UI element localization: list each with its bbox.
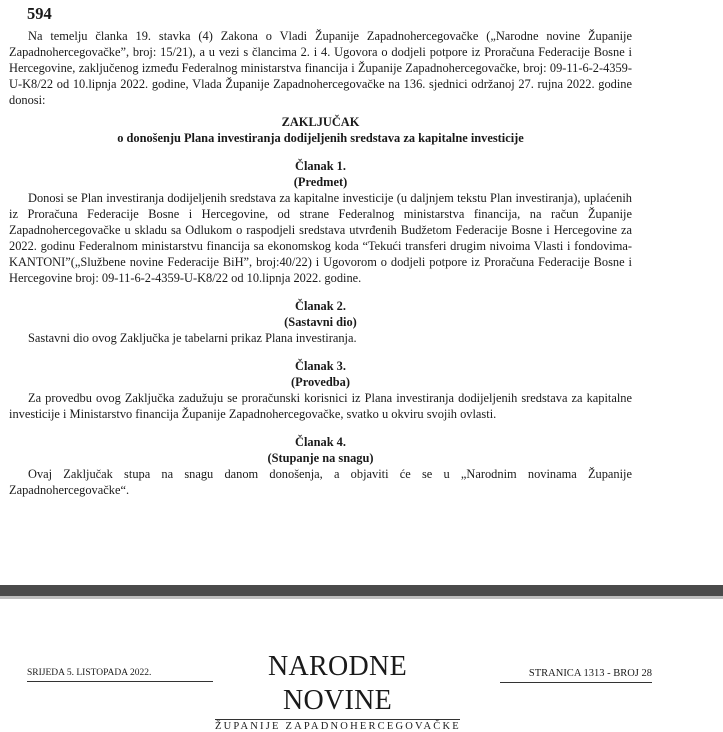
footer-publication-title: NARODNE NOVINE	[268, 651, 407, 716]
article-4-text: Ovaj Zaključak stupa na snagu danom donošenja, a objaviti će se u „Narodnim novinama Županije Zapadnohercegovačke“.	[9, 467, 632, 497]
article-2-label: (Sastavni dio)	[284, 315, 357, 329]
page-separator-dark	[0, 585, 723, 596]
page-footer	[0, 650, 723, 732]
article-1-heading: Članak 1.	[295, 159, 346, 173]
footer-masthead	[215, 650, 460, 732]
article-1-text: Donosi se Plan investiranja dodijeljenih sredstava za kapitalne investicije (u daljnjem tekstu Plan investiranja), uplaćenih iz Proračuna Federacije Bosne i Hercegovine, od strane Federalnog ministarstva financija, na račun Županije Zapadnohercegovačke u skladu sa Odlukom o raspodjeli sredstava utvrđenih Budžetom Federacije Bosne i Hercegovine za 2022. godinu Federalnom ministarstvu financija sa ekonomskog koda “Tekući transferi drugim nivoima Vlasti i fondovima-KANTONI”(„Službene novine Federacije BiH”, broj:40/22) i Ugovorom o dodjeli potpore iz Proračuna Federacije Bosne i Hercegovine broj: 09-11-6-2-4359-U-K8/22 od 10.lipnja 2022. godine.	[9, 191, 632, 285]
footer-date: SRIJEDA 5. LISTOPADA 2022.	[27, 668, 213, 682]
article-2-text: Sastavni dio ovog Zaključka je tabelarni prikaz Plana investiranja.	[28, 331, 357, 345]
document-number: 594	[27, 4, 52, 23]
article-4-heading: Članak 4.	[295, 435, 346, 449]
article-2-heading: Članak 2.	[295, 299, 346, 313]
footer-publication-subtitle: ŽUPANIJE ZAPADNOHERCEGOVAČKE	[215, 721, 461, 732]
document-title: ZAKLJUČAK	[281, 115, 360, 129]
article-3-label: (Provedba)	[291, 375, 350, 389]
article-3-text: Za provedbu ovog Zaključka zadužuju se proračunski korisnici iz Plana investiranja dodijeljenih sredstava za kapitalne investicije i Ministarstvo financija Županije Zapadnohercegovačke, svatko u okviru svojih ovlasti.	[9, 391, 632, 421]
preamble: Na temelju članka 19. stavka (4) Zakona o Vladi Županije Zapadnohercegovačke („Narodne novine Županije Zapadnohercegovačke”, broj: 15/21), a u vezi s člancima 2. i 4. Ugovora o dodjeli potpore iz Proračuna Federacije Bosne i Hercegovine, zaključenog između Federalnog ministarstva financija i Županije Zapadnohercegovačke, broj: 09-11-6-2-4359-U-K8/22 od 10.lipnja 2022. godine, Vlada Županije Zapadnohercegovačke na 136. sjednici održanoj 27. rujna 2022. godine donosi:	[9, 29, 632, 107]
page-separator-light	[0, 596, 723, 599]
article-4-label: (Stupanje na snagu)	[267, 451, 374, 465]
article-3-heading: Članak 3.	[295, 359, 346, 373]
document-body	[9, 5, 632, 498]
article-1-label: (Predmet)	[293, 175, 348, 189]
document-subtitle: o donošenju Plana investiranja dodijeljenih sredstava za kapitalne investicije	[117, 131, 524, 145]
footer-page-info: STRANICA 1313 - BROJ 28	[500, 668, 652, 683]
